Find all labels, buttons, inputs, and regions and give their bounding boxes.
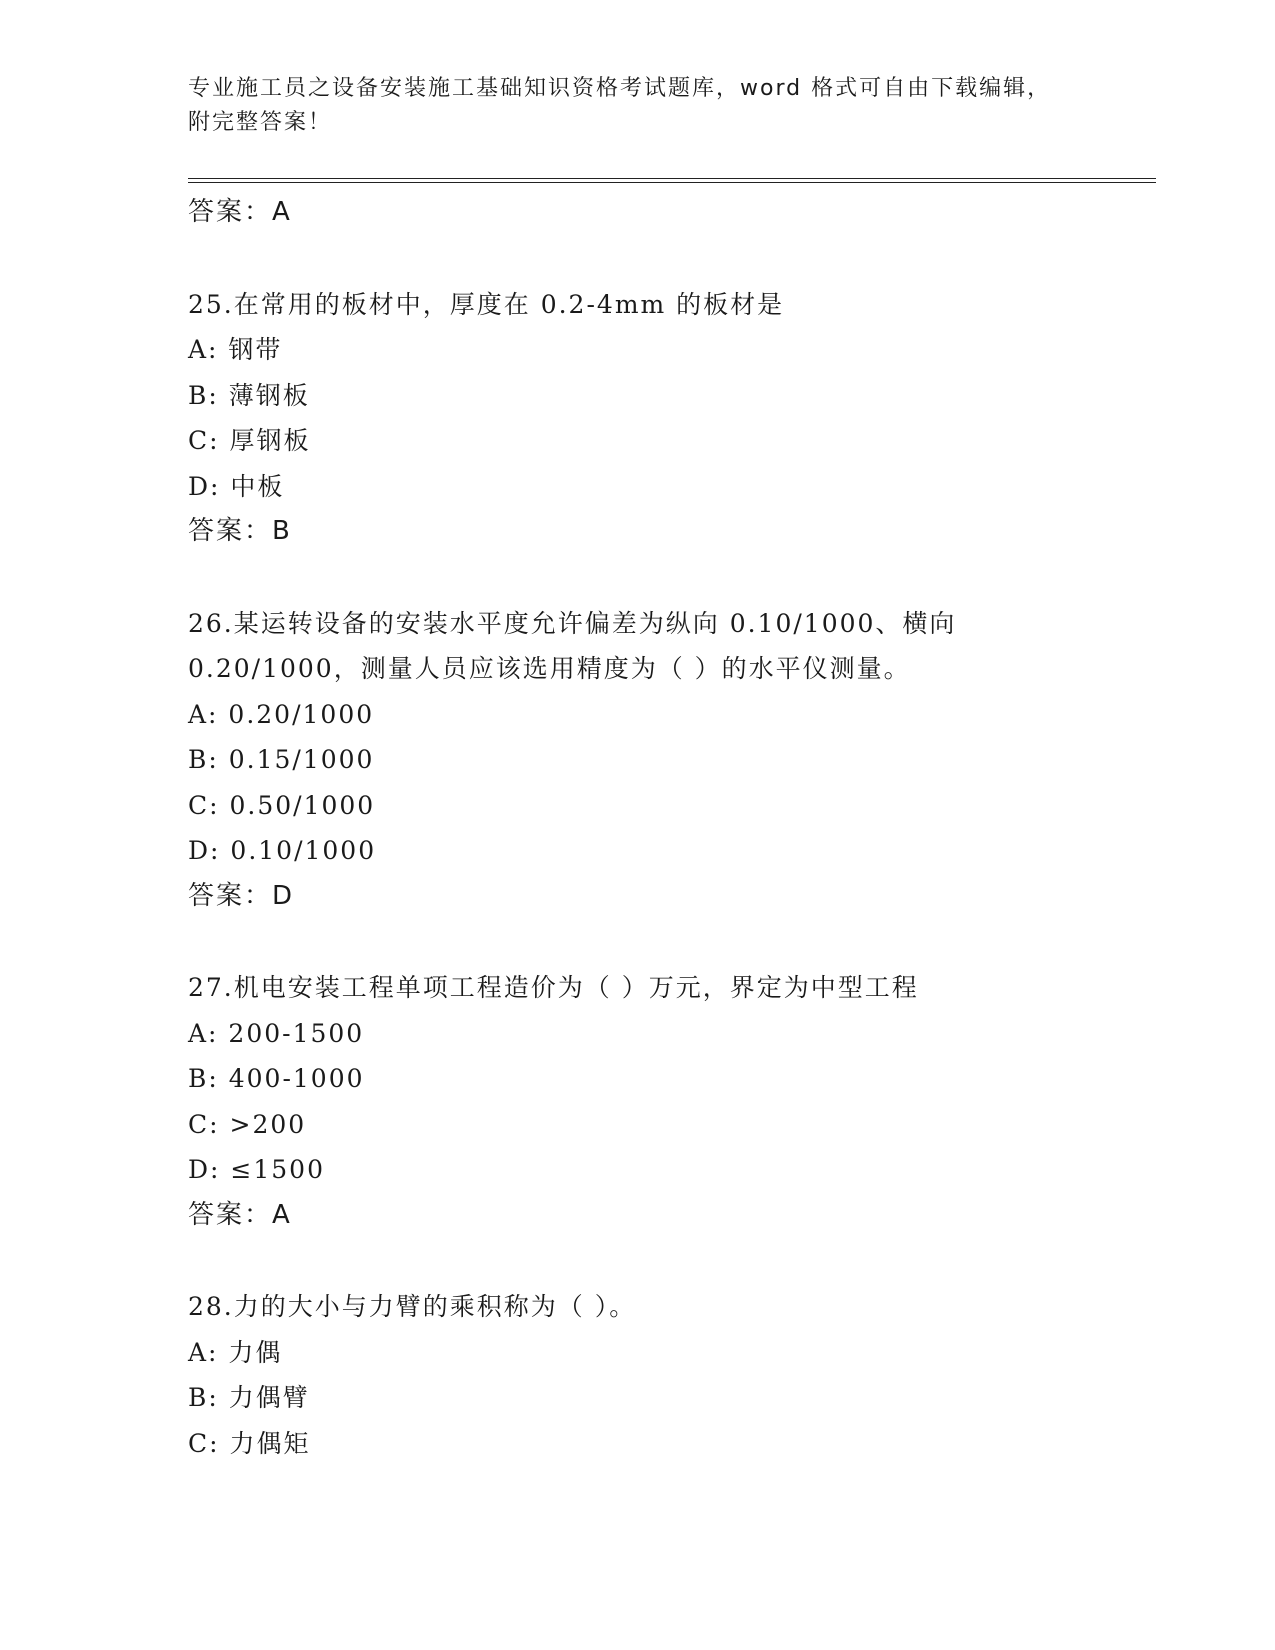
- option-a: A: 钢带: [188, 335, 283, 364]
- question-stem: 25.在常用的板材中，厚度在 0.2-4mm 的板材是: [188, 289, 785, 319]
- option-d: D: ≤1500: [188, 1155, 325, 1184]
- question-stem: 28.力的大小与力臂的乘积称为（ ）。: [188, 1292, 637, 1321]
- spacer: [188, 555, 1156, 601]
- question-stem-continued: 0.20/1000，测量人员应该选用精度为（ ）的水平仪测量。: [188, 654, 911, 683]
- answer-line: 答案：A: [188, 1199, 292, 1230]
- header-line-1: 专业施工员之设备安装施工基础知识资格考试题库，word 格式可自由下载编辑，: [188, 76, 1052, 101]
- answer-line: 答案：B: [188, 516, 292, 546]
- option-d: D: 中板: [188, 471, 285, 501]
- question-stem: 27.机电安装工程单项工程造价为（ ）万元，界定为中型工程: [188, 973, 919, 1002]
- option-d: D: 0.10/1000: [188, 836, 377, 865]
- option-b: B: 力偶臂: [188, 1383, 310, 1412]
- question-stem: 26.某运转设备的安装水平度允许偏差为纵向 0.10/1000、横向: [188, 608, 957, 638]
- header-divider: [188, 178, 1156, 183]
- question-block: [188, 1284, 1156, 1466]
- option-b: B: 0.15/1000: [188, 745, 375, 774]
- question-block: [188, 601, 1156, 920]
- spacer: [188, 1238, 1156, 1284]
- option-c: C: 力偶矩: [188, 1428, 311, 1458]
- spacer: [188, 236, 1156, 282]
- spacer: [188, 919, 1156, 965]
- option-c: C: 厚钢板: [188, 426, 311, 455]
- answer-line: 答案：A: [188, 197, 292, 227]
- answer-line: 答案：D: [188, 880, 295, 911]
- option-a: A: 0.20/1000: [188, 699, 375, 729]
- option-c: C: 0.50/1000: [188, 790, 376, 820]
- question-list: [188, 190, 1156, 1466]
- option-a: A: 200-1500: [188, 1018, 365, 1048]
- option-b: B: 400-1000: [188, 1064, 365, 1093]
- option-a: A: 力偶: [188, 1337, 283, 1367]
- option-b: B: 薄钢板: [188, 380, 310, 410]
- page-header: [188, 72, 1088, 140]
- question-block: [188, 282, 1156, 555]
- question-block: [188, 965, 1156, 1238]
- option-c: C: >200: [188, 1109, 307, 1139]
- header-line-2: 附完整答案！: [188, 110, 333, 135]
